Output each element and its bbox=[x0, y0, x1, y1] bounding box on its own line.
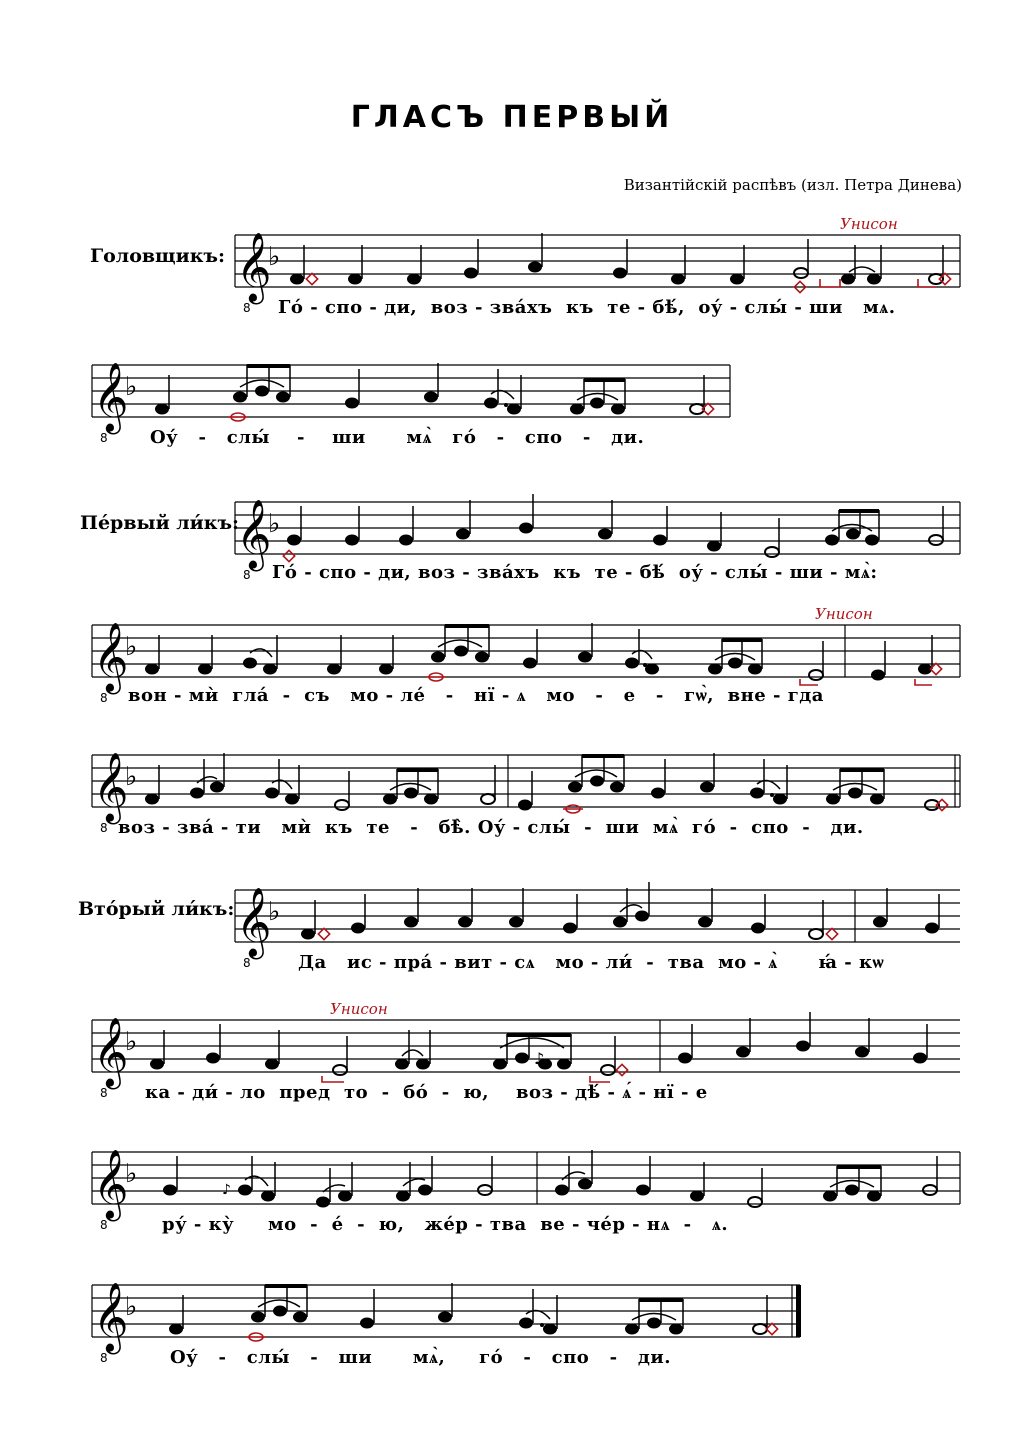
svg-text:8: 8 bbox=[100, 1218, 108, 1232]
treble-clef-icon: 𝄞 bbox=[93, 1282, 129, 1352]
music-staff bbox=[0, 1265, 1024, 1415]
svg-text:8: 8 bbox=[243, 568, 251, 582]
lyrics-line: ка - ди́ - ло пред то - бо́ - ю, воз - дѣ́ - ѧ́ - нї - е bbox=[145, 1082, 708, 1103]
flat-icon: ♭ bbox=[125, 1292, 138, 1322]
svg-text:8: 8 bbox=[100, 821, 108, 835]
treble-clef-icon: 𝄞 bbox=[93, 362, 129, 432]
lyrics-line: ру́ - ку̀ мо - е́ - ю, же́р - тва ве - че́р - нѧ - ѧ. bbox=[162, 1214, 729, 1235]
music-staff bbox=[0, 215, 1024, 365]
unison-marking: Унисон bbox=[330, 1000, 388, 1018]
source-attribution: Византійскій распѣвъ (изл. Петра Динева) bbox=[623, 176, 962, 194]
music-staff bbox=[0, 1000, 1024, 1150]
flat-icon: ♭ bbox=[125, 1027, 138, 1057]
flat-icon: ♭ bbox=[268, 242, 281, 272]
music-staff bbox=[0, 605, 1024, 755]
staff-system-1 bbox=[0, 215, 1024, 365]
flat-icon: ♭ bbox=[125, 632, 138, 662]
flat-icon: ♭ bbox=[125, 1159, 138, 1189]
page-title: ГЛАСЪ ПЕРВЫЙ bbox=[350, 100, 674, 135]
svg-text:8: 8 bbox=[100, 691, 108, 705]
music-staff bbox=[0, 735, 1024, 885]
svg-text:♪: ♪ bbox=[222, 1182, 231, 1198]
staff-system-8 bbox=[0, 1132, 1024, 1282]
svg-text:8: 8 bbox=[243, 956, 251, 970]
lyrics-line: воз - зва́ - ти мѝ къ те - бѣ̀. Оу́ - слы́ - ши мѧ̀ го́ - спо - ди. bbox=[118, 817, 864, 838]
staff-system-5 bbox=[0, 735, 1024, 885]
unison-marking: Унисон bbox=[840, 215, 898, 233]
staff-system-9 bbox=[0, 1265, 1024, 1415]
music-staff bbox=[0, 1132, 1024, 1282]
flat-icon: ♭ bbox=[268, 897, 281, 927]
lyrics-line: Го́ - спо - ди, воз - зва́хъ къ те - бѣ́, оу́ - слы́ - ши мѧ. bbox=[278, 297, 896, 318]
part-label: Пе́рвый ли́къ: bbox=[80, 512, 240, 534]
unison-marking: Унисон bbox=[815, 605, 873, 623]
svg-text:8: 8 bbox=[100, 431, 108, 445]
lyrics-line: Оу́ - слы́ - ши мѧ̀ го́ - спо - ди. bbox=[150, 427, 645, 448]
part-label: Вто́рый ли́къ: bbox=[78, 898, 235, 920]
svg-text:8: 8 bbox=[100, 1351, 108, 1365]
staff-system-2 bbox=[0, 345, 1024, 495]
treble-clef-icon: 𝄞 bbox=[93, 1149, 129, 1219]
staff-system-4 bbox=[0, 605, 1024, 755]
treble-clef-icon: 𝄞 bbox=[236, 887, 272, 957]
staff-system-7 bbox=[0, 1000, 1024, 1150]
lyrics-line: Оу́ - слы́ - ши мѧ̀, го́ - спо - ди. bbox=[170, 1347, 671, 1368]
svg-text:8: 8 bbox=[243, 301, 251, 315]
lyrics-line: вон - мѝ гла́ - съ мо - ле́ - нї - ѧ мо - е - гѡ̀, вне - гда bbox=[128, 685, 824, 706]
part-label: Головщикъ: bbox=[90, 245, 226, 267]
flat-icon: ♭ bbox=[125, 762, 138, 792]
treble-clef-icon: 𝄞 bbox=[236, 232, 272, 302]
treble-clef-icon: 𝄞 bbox=[93, 752, 129, 822]
treble-clef-icon: 𝄞 bbox=[93, 1017, 129, 1087]
lyrics-line: Го́ - спо - ди, воз - зва́хъ къ те - бѣ́ оу́ - слы́ - ши - мѧ̀: bbox=[272, 562, 878, 583]
flat-icon: ♭ bbox=[125, 372, 138, 402]
music-staff bbox=[0, 345, 1024, 495]
treble-clef-icon: 𝄞 bbox=[93, 622, 129, 692]
svg-text:♪: ♪ bbox=[534, 1049, 545, 1068]
lyrics-line: Да ис - пра́ - вит - сѧ мо - ли́ - тва мо - ѧ̀ ꙗ́ - кѡ bbox=[298, 952, 885, 973]
flat-icon: ♭ bbox=[268, 509, 281, 539]
svg-text:8: 8 bbox=[100, 1086, 108, 1100]
treble-clef-icon: 𝄞 bbox=[236, 499, 272, 569]
